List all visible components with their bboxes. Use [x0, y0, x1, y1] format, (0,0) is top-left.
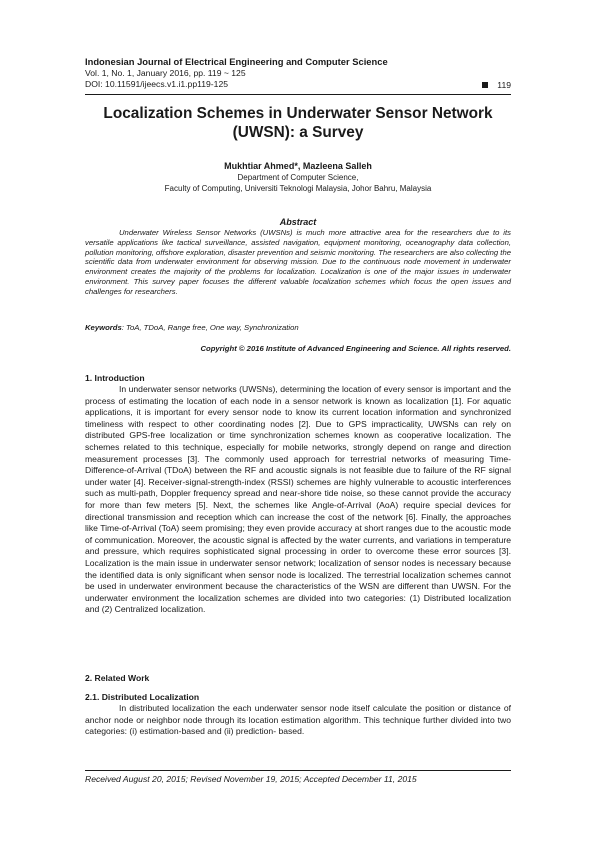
header-divider [85, 94, 511, 95]
keywords [85, 323, 511, 333]
abstract-heading: Abstract [279, 217, 317, 227]
section-heading-introduction: 1. Introduction [85, 373, 145, 383]
square-bullet-icon [482, 82, 488, 88]
received-dates: Received August 20, 2015; Revised November 19, 2015; Accepted December 11, 2015 [85, 774, 417, 784]
paper-title: Localization Schemes in Underwater Sensor Network (UWSN): a Survey [103, 105, 493, 141]
keywords-text: : ToA, TDoA, Range free, One way, Synchronization [121, 323, 299, 332]
footer-divider [85, 770, 511, 771]
copyright-notice: Copyright © 2016 Institute of Advanced Engineering and Science. All rights reserved. [200, 344, 511, 353]
affiliation-department: Department of Computer Science, [237, 173, 359, 182]
distributed-text: In distributed localization the each underwater sensor node itself calculate the position or distance of anchor node or neighbor node through its location estimation algorithm. This technique further divided into two categories: (i) estimation-based and (ii) prediction- based. [85, 703, 511, 737]
journal-header [85, 56, 511, 90]
doi: DOI: 10.11591/ijeecs.v1.i1.pp119-125 [85, 79, 229, 89]
paper-authors: Mukhtiar Ahmed*, Mazleena Salleh [224, 161, 372, 171]
doi-row [85, 79, 511, 90]
subsection-heading-distributed: 2.1. Distributed Localization [85, 692, 200, 702]
introduction-text: In underwater sensor networks (UWSNs), determining the location of every sensor is important and the process of estimating the location of each node in a sensor network is known as localization [1]. For aquatic applications, it is important for every sensor node to know its current location information and synchronized timeliness with respect to other coordinating nodes [2]. Due to GPS impracticality, UWSNs can rely on distributed GPS-free localization or time synchronization schemes known as cooperative localization. The schemes related to this technique, especially for mobile networks, strongly depend on range and direction measurement processes [3]. The commonly used approach for terrestrial networks of measuring Time-Difference-of-Arrival (TDoA) between the RF and acoustic signals is not feasible due to failure of the RF signal under water [4]. Receiver-signal-strength-index (RSSI) schemes are highly vulnerable to acoustic interferences such as multi-path, Doppler frequency spread and near-shore tide noise, so these cannot provide the accuracy for more than few meters [5]. Next, the schemes like Angle-of-Arrival (AoA) require special devices for directional transmission and reception which can increase the cost of the network [6]. Finally, the approaches like Time-of-Arrival (ToA) seem promising; they even provide accuracy at short ranges due to the acoustic mode of communication. Moreover, the acoustic signal is affected by the water currents, and variations in temperature and pressure, which requires sophisticated signal processing in order to overcome these error sources [3]. Localization is the main issue in underwater sensor network; localization of sensor nodes is necessary because the identified data is only significant when sensor node is localized. The terrestrial localization schemes cannot be used in underwater environment because the characteristics of the WSN are different than UWSN. For the underwater environment the localization schemes are divided into two categories: (1) Distributed localization and (2) Centralized localization. [85, 384, 511, 615]
abstract-text: Underwater Wireless Sensor Networks (UWSNs) is much more attractive area for the researchers due to its versatile applications like tactical surveillance, assisted navigation, equipment monitoring, oceanography data collection, pollution monitoring, offshore exploration, disaster prevention and seismic monitoring. The researchers are also collecting the scientific data from underwater environment for observing mission. Due to the continuous node movement in underwater environment creates the majority of the problems for localization. Localization is one of the major issues in underwater environment. This survey paper focuses the different valuable localization schemes which focus the open issues and challenges for researchers. [85, 228, 511, 296]
keywords-label: Keywords [85, 323, 122, 332]
volume-line: Vol. 1, No. 1, January 2016, pp. 119 ~ 125 [85, 68, 246, 78]
journal-name: Indonesian Journal of Electrical Engineering and Computer Science [85, 56, 388, 67]
affiliation-faculty: Faculty of Computing, Universiti Teknologi Malaysia, Johor Bahru, Malaysia [164, 184, 432, 193]
page-number-block [482, 80, 511, 90]
section-heading-related-work: 2. Related Work [85, 673, 150, 683]
page-number: 119 [497, 79, 511, 90]
